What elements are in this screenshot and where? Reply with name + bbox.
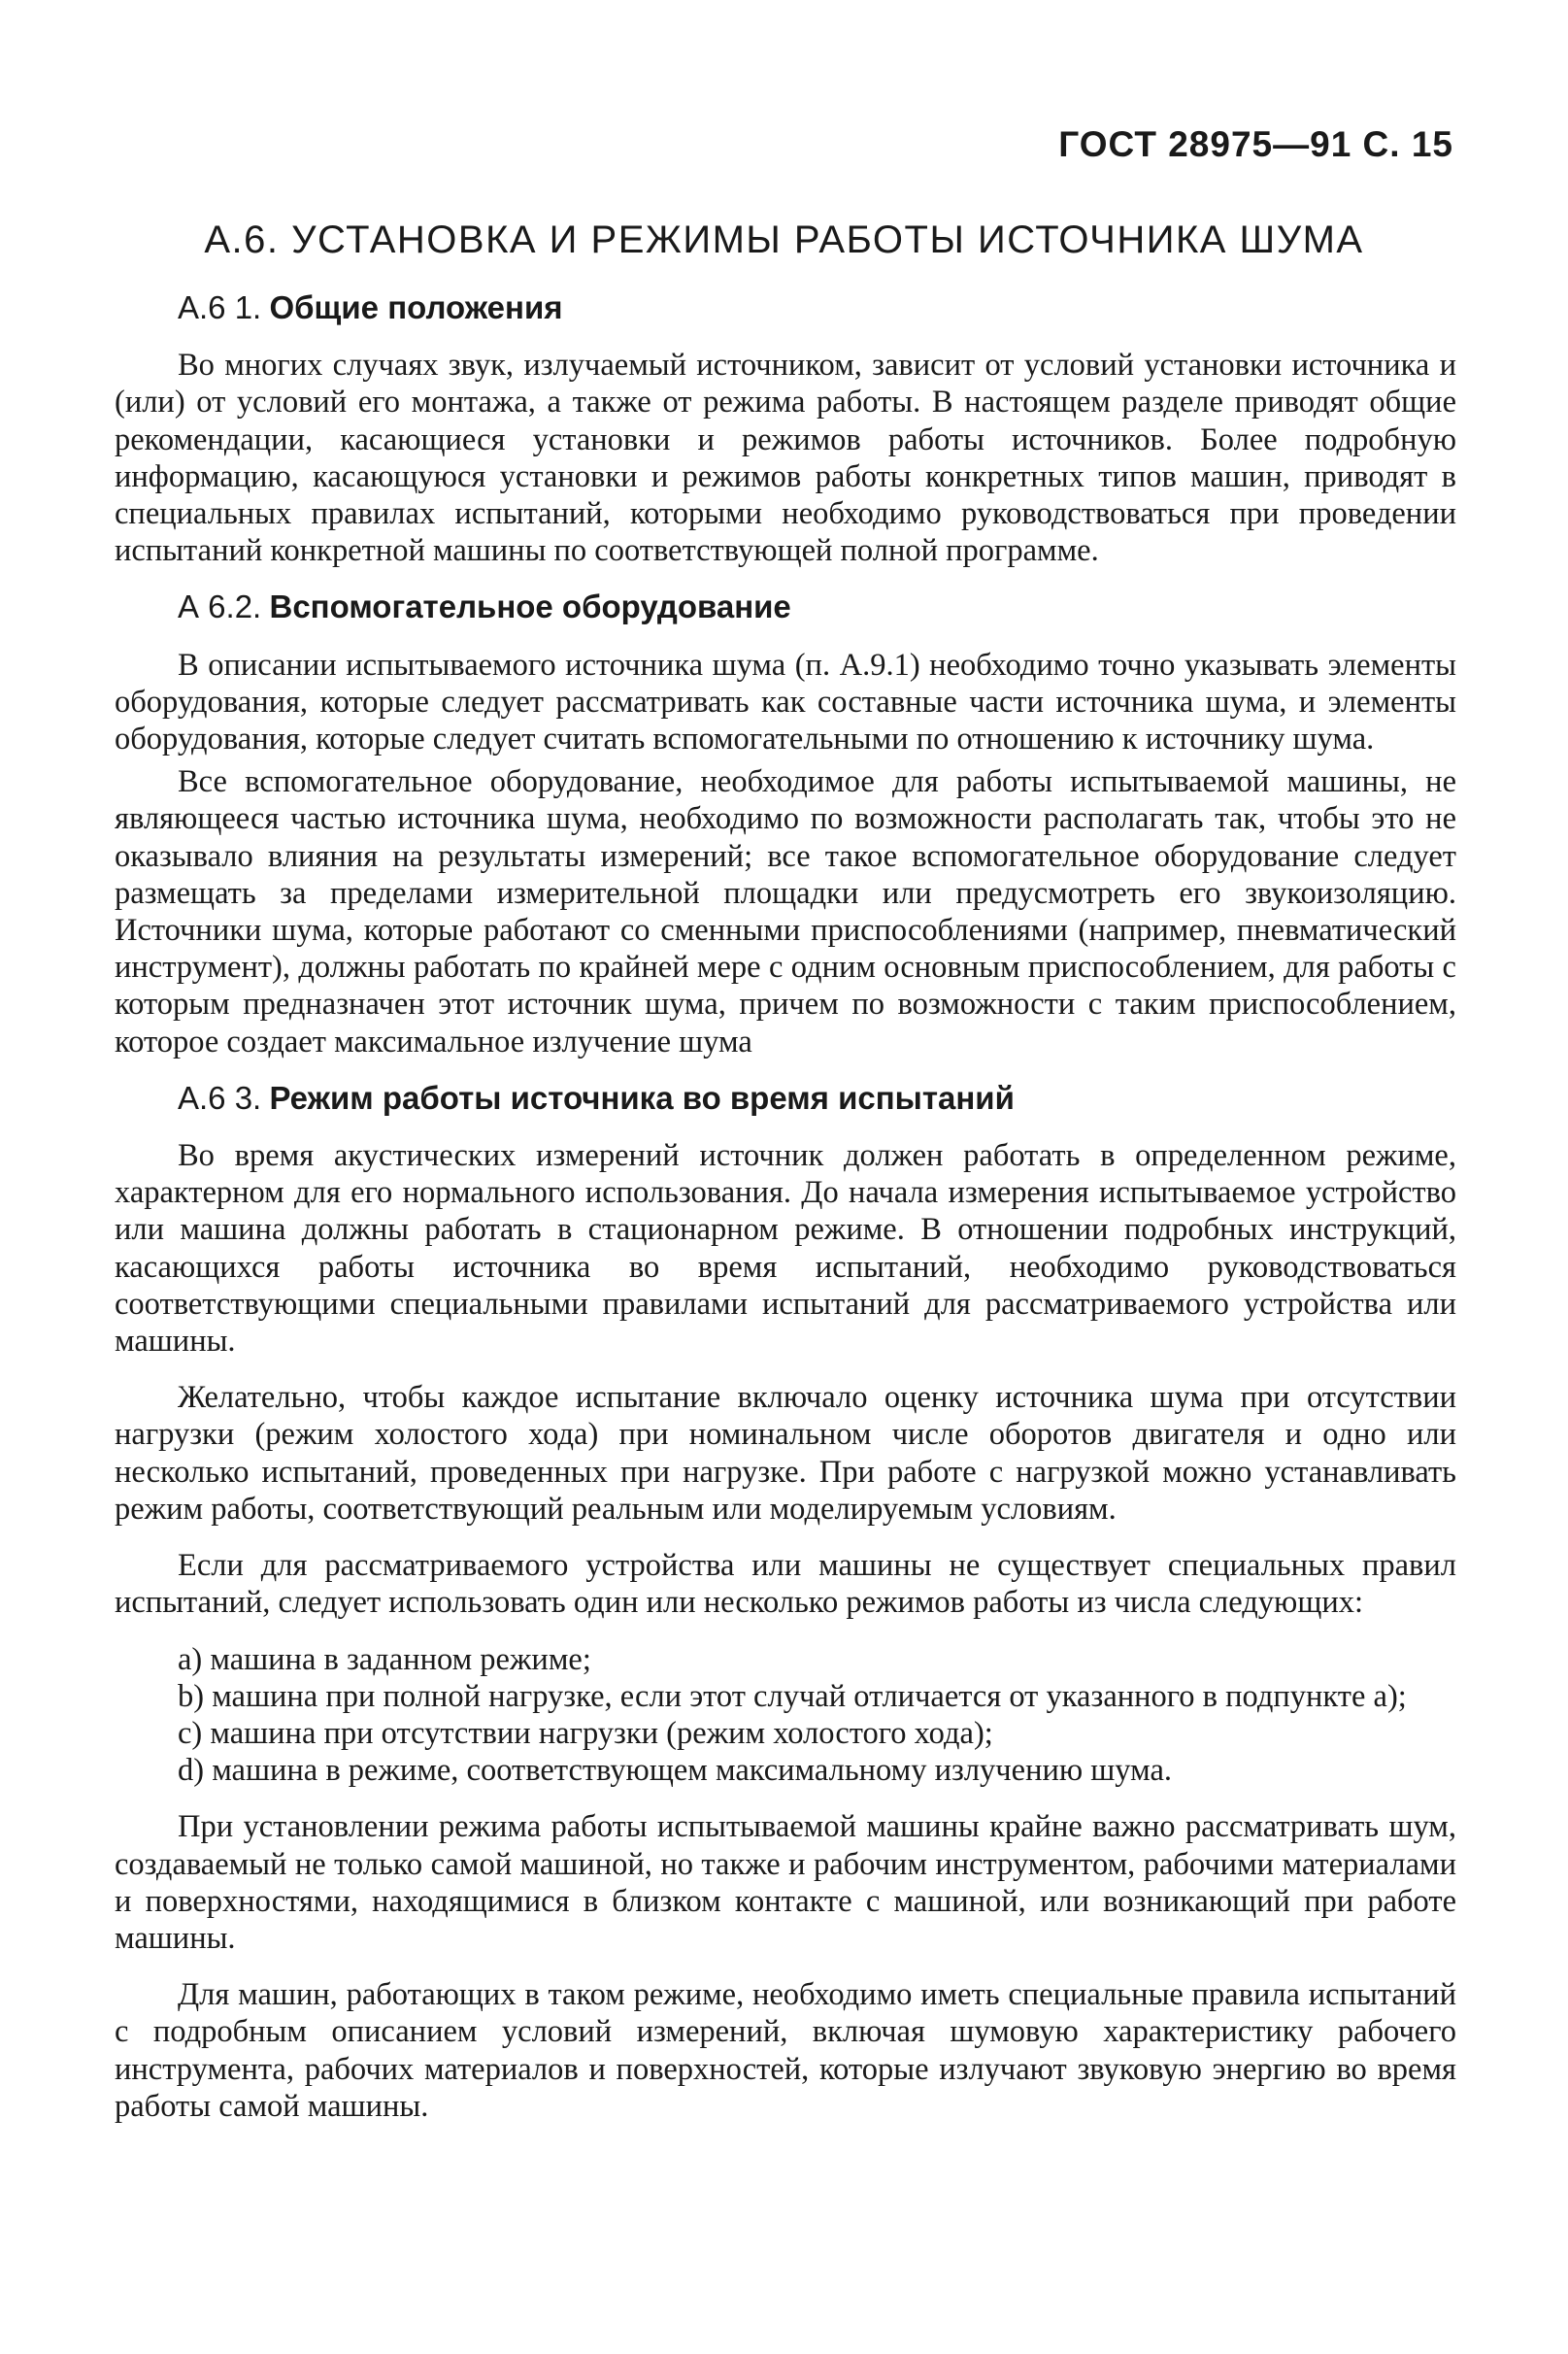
list-item: b) машина при полной нагрузке, если этот случай отличается от указанного в подпункте а); [178,1678,1407,1714]
subsection-title: Общие положения [269,289,563,325]
paragraph: При установлении режима работы испытываемой машины крайне важно рассматривать шум, создаваемый не только самой машиной, но также и рабочим инструментом, рабочими материалами и поверхностями, находящимися в близком контакте с машиной, или возникающий при работе машины. [115,1809,1456,1956]
subsection-number: А.6 1. [178,289,262,325]
subsection-number: А.6 3. [178,1079,262,1116]
mode-list [115,1641,1456,1790]
subsection-title: Режим работы источника во время испытаний [269,1079,1015,1116]
paragraph: В описании испытываемого источника шума (п. А.9.1) необходимо точно указывать элементы оборудования, которые следует рассматривать как составные части источника шума, и элементы оборудования, которые следует считать вспомогательными по отношению к источнику шума. [115,647,1456,757]
section-title: А.6. УСТАНОВКА И РЕЖИМЫ РАБОТЫ ИСТОЧНИКА ШУМА [204,219,1364,261]
subsection-number: А 6.2. [178,588,262,625]
list-item: d) машина в режиме, соответствующем максимальному излучению шума. [178,1753,1173,1789]
subsection-title: Вспомогательное оборудование [269,588,791,625]
paragraph: Для машин, работающих в таком режиме, необходимо иметь специальные правила испытаний с подробным описанием условий измерений, включая шумовую характеристику рабочего инструмента, рабочих материалов и поверхностей, которые излучают звуковую энергию во время работы самой машины. [115,1977,1456,2124]
page-header: ГОСТ 28975—91 С. 15 [1058,124,1453,164]
subsection-heading [115,588,1456,626]
subsection-heading [115,289,1456,327]
paragraph: Если для рассматриваемого устройства или машины не существует специальных правил испытаний, следует использовать один или несколько режимов работы из числа следующих: [115,1548,1456,1621]
paragraph: Все вспомогательное оборудование, необходимое для работы испытываемой машины, не являющееся частью источника шума, необходимо по возможности располагать так, чтобы это не оказывало влияния на результаты измерений; все такое вспомогательное оборудование следует размещать за пределами измерительной площадки или предусмотреть его звукоизоляцию. Источники шума, которые работают со сменными приспособлениями (например, пневматический инструмент), должны работать по крайней мере с одним основным приспособлением, для работы с которым предназначен этот источник шума, причем по возможности с таким приспособлением, которое создает максимальное излучение шума [115,764,1456,1059]
document-body [115,289,1456,2125]
subsection-heading [115,1080,1456,1118]
list-item: а) машина в заданном режиме; [178,1641,591,1677]
list-item: c) машина при отсутствии нагрузки (режим холостого хода); [178,1715,993,1751]
paragraph: Желательно, чтобы каждое испытание включало оценку источника шума при отсутствии нагрузки (режим холостого хода) при номинальном числе оборотов двигателя и одно или несколько испытаний, проведенных при нагрузке. При работе с нагрузкой можно устанавливать режим работы, соответствующий реальным или моделируемым условиям. [115,1380,1456,1527]
paragraph: Во многих случаях звук, излучаемый источником, зависит от условий установки источника и (или) от условий его монтажа, а также от режима работы. В настоящем разделе приводят общие рекомендации, касающиеся установки и режимов работы источников. Более подробную информацию, касающуюся установки и режимов работы конкретных типов машин, приводят в специальных правилах испытаний, которыми необходимо руководствоваться при проведении испытаний конкретной машины по соответствующей полной программе. [115,348,1456,569]
paragraph: Во время акустических измерений источник должен работать в определенном режиме, характерном для его нормального использования. До начала измерения испытываемое устройство или машина должны работать в стационарном режиме. В отношении подробных инструкций, касающихся работы источника во время испытаний, необходимо руководствоваться соответствующими специальными правилами испытаний для рассматриваемого устройства или машины. [115,1138,1456,1360]
